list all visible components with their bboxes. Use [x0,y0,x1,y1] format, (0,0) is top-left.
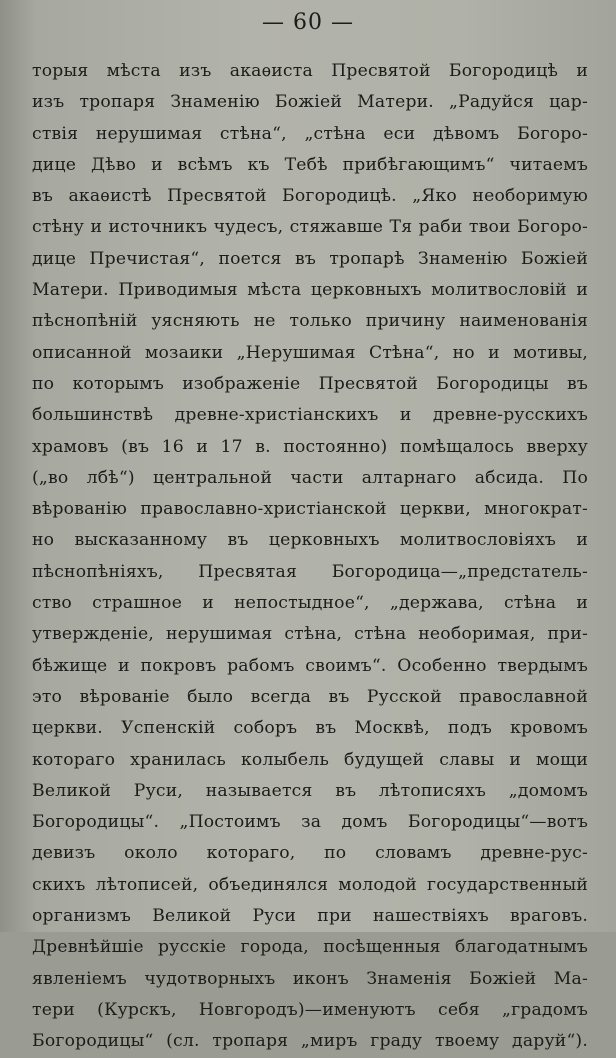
text-line: скихъ лѣтописей, объединялся молодой государственный [32,874,588,895]
text-line: торыя мѣста изъ акаѳиста Пресвятой Богородицѣ и [32,61,588,81]
text-line: большинствѣ древне-христіанскихъ и древне-русскихъ [32,405,588,426]
text-line: Богородицы“. „Постоимъ за домъ Богородицы“—вотъ [32,812,588,833]
text-line: это вѣрованіе было всегда въ Русской православной [32,686,588,707]
text-line: бѣжище и покровъ рабомъ своимъ“. Особенно твердымъ [32,655,588,676]
text-line: организмъ Великой Руси при нашествіяхъ враговъ. [32,906,588,927]
text-line: стѣну и источникъ чудесъ, стяжавше Тя раби твои Богоро- [32,217,588,238]
text-line: котораго хранилась колыбель будущей славы и мощи [32,749,588,770]
text-line: Богородицы“ (сл. тропаря „миръ граду твоему даруй“). [32,1031,588,1052]
text-line: утвержденіе, нерушимая стѣна, стѣна необоримая, при- [32,624,588,645]
text-line: явленіемъ чудотворныхъ иконъ Знаменія Божіей Ма- [32,968,588,989]
text-line: Матери. Приводимыя мѣста церковныхъ молитвословій и [32,280,588,301]
text-line: Древнѣйшіе русскіе города, посѣщенныя благодатнымъ [32,937,588,958]
text-line: но высказанному въ церковныхъ молитвословіяхъ и [32,530,588,551]
text-line: („во лбѣ“) центральной части алтарнаго абсида. По [32,467,588,488]
text-line: по которымъ изображеніе Пресвятой Богородицы въ [32,373,588,394]
text-line: ство страшное и непостыдное“, „держава, стѣна и [32,593,588,614]
text-line: дице Дѣво и всѣмъ къ Тебѣ прибѣгающимъ“ читаемъ [32,154,588,175]
body-text [32,56,588,1058]
text-line: пѣснопѣніяхъ, Пресвятая Богородица—„предстатель- [32,561,588,582]
text-line: Великой Руси, называется въ лѣтописяхъ „домомъ [32,780,588,801]
text-line: церкви. Успенскій соборъ въ Москвѣ, подъ кровомъ [32,718,588,739]
text-line: въ акаѳистѣ Пресвятой Богородицѣ. „Яко необоримую [32,186,588,207]
text-line: ствія нерушимая стѣна“, „стѣна еси дѣвомъ Богоро- [32,123,588,144]
text-line: описанной мозаики „Нерушимая Стѣна“, но и мотивы, [32,342,588,363]
text-line: вѣрованію православно-христіанской церкви, многократ- [32,499,588,520]
text-line: девизъ около котораго, по словамъ древне-рус- [32,843,588,864]
page-number: — 60 — [262,10,354,35]
text-line: дице Пречистая“, поется въ тропарѣ Знаменію Божіей [32,248,588,269]
text-line: храмовъ (въ 16 и 17 в. постоянно) помѣщалось вверху [32,436,588,457]
text-line: изъ тропаря Знаменію Божіей Матери. „Радуйся цар- [32,92,588,113]
text-line: пѣснопѣній уясняють не только причину наименованія [32,311,588,332]
text-line: тери (Курскъ, Новгородъ)—именуютъ себя „градомъ [32,999,588,1020]
